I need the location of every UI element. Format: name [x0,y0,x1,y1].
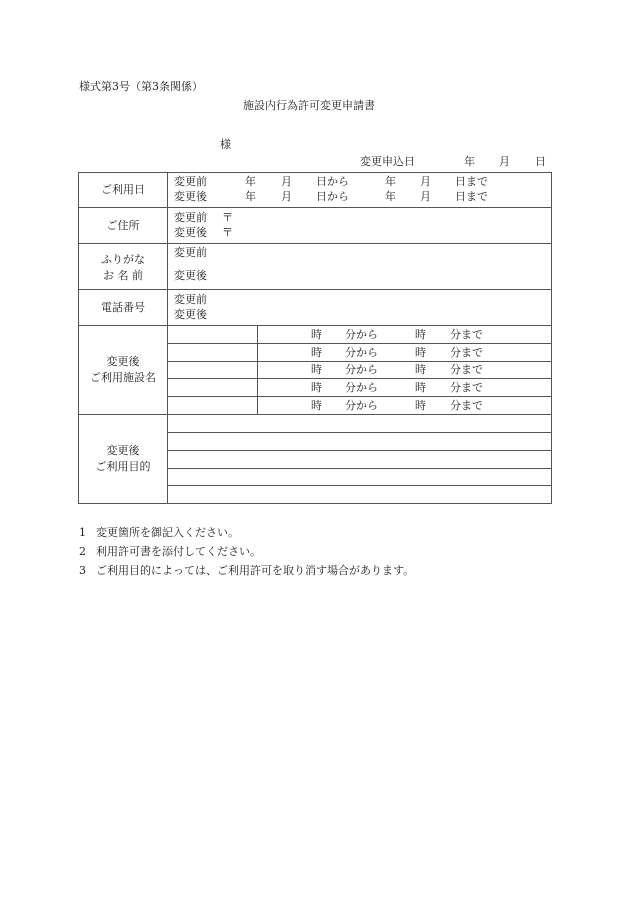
minute-to-field[interactable]: 分まで [450,346,483,359]
note-number: 3 [79,564,86,577]
sub-row-divider [167,468,552,469]
after-label: 変更後 [174,308,207,321]
note-text: 変更箇所を御記入ください。 [96,526,239,539]
minute-from-field[interactable]: 分から [345,363,378,376]
minute-from-field[interactable]: 分から [345,381,378,394]
hour-from-field[interactable]: 時 [311,363,322,376]
sub-row-divider [167,432,552,433]
sub-row-divider [167,343,552,344]
table-border-bottom [78,503,552,504]
day-to-field[interactable]: 日まで [455,190,488,203]
minute-from-field[interactable]: 分から [345,328,378,341]
year-field[interactable]: 年 [385,190,396,203]
after-label: 変更後 [174,269,207,282]
row-divider [78,289,552,290]
postal-mark-icon: 〒 [222,226,233,239]
month-field[interactable]: 月 [420,190,431,203]
sub-row-divider [167,450,552,451]
year-field[interactable]: 年 [245,175,256,188]
note-number: 1 [79,526,86,539]
day-from-field[interactable]: 日から [316,190,349,203]
year-field[interactable]: 年 [385,175,396,188]
minute-from-field[interactable]: 分から [345,399,378,412]
purpose-label-line2: ご利用目的 [95,460,151,473]
day-from-field[interactable]: 日から [316,175,349,188]
addressee-suffix: 様 [220,138,231,151]
hour-from-field[interactable]: 時 [311,328,322,341]
year-field[interactable]: 年 [245,190,256,203]
hour-to-field[interactable]: 時 [415,363,426,376]
hour-from-field[interactable]: 時 [311,346,322,359]
minute-to-field[interactable]: 分まで [450,328,483,341]
facility-column-divider [257,325,258,414]
usage-date-label: ご利用日 [101,183,145,196]
postal-mark-icon: 〒 [222,211,233,224]
after-label: 変更後 [174,226,207,239]
hour-from-field[interactable]: 時 [311,381,322,394]
address-label: ご住所 [106,219,140,232]
month-field[interactable]: 月 [281,190,292,203]
before-label: 変更前 [174,175,207,188]
sub-row-divider [167,361,552,362]
hour-to-field[interactable]: 時 [415,346,426,359]
minute-to-field[interactable]: 分まで [450,381,483,394]
note-text: ご利用目的によっては、ご利用許可を取り消す場合があります。 [96,564,415,577]
facility-label-line2: ご利用施設名 [90,371,156,384]
month-field[interactable]: 月 [499,155,510,168]
month-field[interactable]: 月 [281,175,292,188]
application-date-label: 変更申込日 [360,155,415,168]
table-border-right [551,172,552,504]
note-text: 利用許可書を添付してください。 [96,545,261,558]
furigana-label: ふりがな [101,253,145,266]
label-column-divider [167,172,168,504]
purpose-label-line1: 変更後 [106,444,140,457]
name-label: お 名 前 [103,269,143,282]
facility-label-line1: 変更後 [106,355,140,368]
sub-row-divider [167,378,552,379]
row-divider [78,243,552,244]
form-number: 様式第3号（第3条関係） [79,80,203,93]
hour-to-field[interactable]: 時 [415,328,426,341]
row-divider [78,325,552,326]
table-border-top [78,172,552,173]
year-field[interactable]: 年 [464,155,475,168]
hour-from-field[interactable]: 時 [311,399,322,412]
minute-to-field[interactable]: 分まで [450,399,483,412]
document-title: 施設内行為許可変更申請書 [243,99,375,112]
sub-row-divider [167,485,552,486]
hour-to-field[interactable]: 時 [415,381,426,394]
month-field[interactable]: 月 [420,175,431,188]
row-divider [78,414,552,415]
row-divider [78,207,552,208]
day-to-field[interactable]: 日まで [455,175,488,188]
before-label: 変更前 [174,211,207,224]
note-number: 2 [79,545,86,558]
phone-label: 電話番号 [101,301,145,314]
before-label: 変更前 [174,246,207,259]
hour-to-field[interactable]: 時 [415,399,426,412]
minute-to-field[interactable]: 分まで [450,363,483,376]
sub-row-divider [167,396,552,397]
after-label: 変更後 [174,190,207,203]
minute-from-field[interactable]: 分から [345,346,378,359]
before-label: 変更前 [174,293,207,306]
day-field[interactable]: 日 [535,155,546,168]
